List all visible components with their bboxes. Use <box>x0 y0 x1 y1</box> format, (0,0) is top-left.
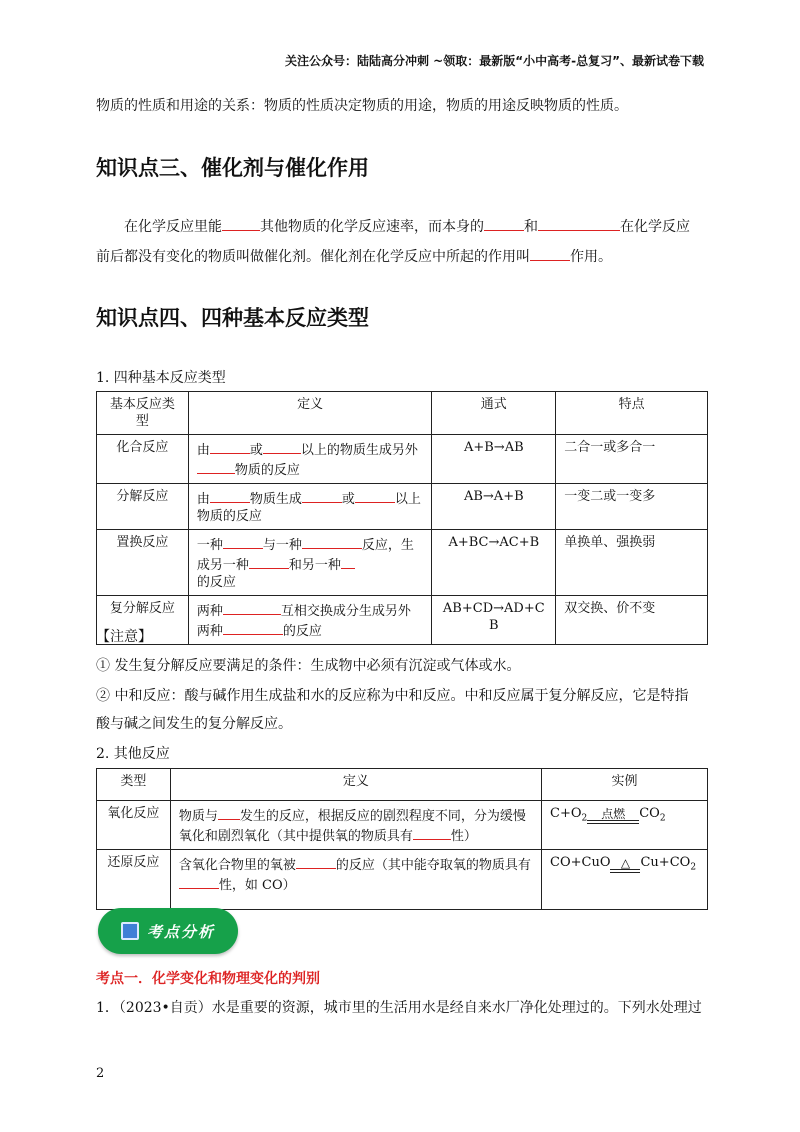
definition-cell: 由 物质生成 或 以上物质的反应 <box>188 484 432 530</box>
header-cell: 特点 <box>556 392 708 435</box>
section3-line1 <box>96 216 708 237</box>
answer-blank[interactable] <box>179 874 219 889</box>
text: 其他物质的化学反应速率，而本身的 <box>260 219 484 235</box>
table-row <box>97 530 708 596</box>
text: 在化学反应里能 <box>124 219 222 235</box>
section3-title: 知识点三、催化剂与催化作用 <box>96 156 369 180</box>
other-reactions-table <box>96 768 708 910</box>
type-cell: 还原反应 <box>97 850 171 910</box>
reaction-condition: 点燃 <box>601 806 626 821</box>
answer-blank[interactable] <box>355 488 395 503</box>
answer-blank[interactable] <box>413 825 451 840</box>
page-number: 2 <box>96 1066 105 1081</box>
header-cell: 实例 <box>542 769 708 801</box>
reactants: CO+CuO <box>550 855 611 870</box>
type-cell: 化合反应 <box>97 435 189 484</box>
table-header-row <box>97 769 708 801</box>
definition-cell: 由 或 以上的物质生成另外物质的反应 <box>188 435 432 484</box>
reactants: C+O <box>550 806 582 821</box>
header-cell: 基本反应类型 <box>97 392 189 435</box>
badge-label: 考点分析 <box>146 922 215 941</box>
text: 前后都没有变化的物质叫做催化剂。催化剂在化学反应中所起的作用叫 <box>96 249 530 265</box>
answer-blank[interactable] <box>222 216 260 231</box>
equation-sign <box>587 808 639 828</box>
text: 在化学反应 <box>620 219 690 235</box>
table-row <box>97 484 708 530</box>
feature-cell: 单换单、强换弱 <box>556 530 708 596</box>
type-cell: 复分解反应 <box>97 596 189 645</box>
type-cell: 置换反应 <box>97 530 189 596</box>
subheading-1: 1. 四种基本反应类型 <box>96 370 226 386</box>
text: 和 <box>524 219 538 235</box>
answer-blank[interactable] <box>210 439 250 454</box>
intro-text: 物质的性质和用途的关系：物质的性质决定物质的用途，物质的用途反映物质的性质。 <box>96 98 628 114</box>
page-header: 关注公众号：陆陆高分冲刺 ~领取：最新版“小中高考-总复习”、最新试卷下载 <box>285 54 704 68</box>
feature-cell: 一变二或一变多 <box>556 484 708 530</box>
question-1: 1．（2023•自贡）水是重要的资源，城市里的生活用水是经自来水厂净化处理过的。下列水处理过 <box>96 1000 702 1016</box>
section3-line2 <box>96 246 708 267</box>
section4-title: 知识点四、四种基本反应类型 <box>96 306 369 330</box>
reaction-types-table <box>96 391 708 645</box>
answer-blank[interactable] <box>484 216 524 231</box>
answer-blank[interactable] <box>341 554 355 569</box>
header-cell: 定义 <box>188 392 432 435</box>
answer-blank[interactable] <box>210 488 250 503</box>
type-cell: 分解反应 <box>97 484 189 530</box>
definition-cell: 一种 与一种 反应，生成另一种 和另一种 的反应 <box>188 530 432 596</box>
notice-2a: ② 中和反应：酸与碱作用生成盐和水的反应称为中和反应。中和反应属于复分解反应，它是特指 <box>96 688 689 704</box>
notice-1: ① 发生复分解反应要满足的条件：生成物中必须有沉淀或气体或水。 <box>96 658 521 674</box>
products: Cu+CO <box>640 855 691 870</box>
answer-blank[interactable] <box>218 805 240 820</box>
feature-cell: 双交换、价不变 <box>556 596 708 645</box>
text: 作用。 <box>570 249 612 265</box>
notice-title: 【注意】 <box>96 629 152 645</box>
answer-blank[interactable] <box>302 534 362 549</box>
header-cell: 定义 <box>170 769 541 801</box>
answer-blank[interactable] <box>223 534 263 549</box>
reaction-condition: △ <box>620 855 631 870</box>
formula-cell: A+B→AB <box>432 435 556 484</box>
answer-blank[interactable] <box>296 854 336 869</box>
notice-2b: 酸与碱之间发生的复分解反应。 <box>96 716 292 732</box>
formula-cell: AB→A+B <box>432 484 556 530</box>
formula-cell: AB+CD→AD+CB <box>432 596 556 645</box>
feature-cell: 二合一或多合一 <box>556 435 708 484</box>
answer-blank[interactable] <box>530 246 570 261</box>
formula-cell: A+BC→AC+B <box>432 530 556 596</box>
type-cell: 氧化反应 <box>97 801 171 850</box>
book-icon <box>121 922 139 940</box>
definition-cell: 两种 互相交换成分生成另外两种 的反应 <box>188 596 432 645</box>
subheading-2: 2. 其他反应 <box>96 746 170 762</box>
equation-sign <box>610 857 640 877</box>
example-cell: CO+CuO △ $Cu+CO_2$ <box>542 850 708 910</box>
exam-point-title: 考点一．化学变化和物理变化的判别 <box>96 971 320 987</box>
exam-analysis-badge <box>98 908 238 954</box>
table-row <box>97 801 708 850</box>
answer-blank[interactable] <box>197 459 235 474</box>
table-header-row <box>97 392 708 435</box>
answer-blank[interactable] <box>263 439 301 454</box>
header-cell: 类型 <box>97 769 171 801</box>
answer-blank[interactable] <box>302 488 342 503</box>
table-row <box>97 435 708 484</box>
table-row <box>97 850 708 910</box>
example-cell: $C+O_2$ 点燃 $CO_2$ <box>542 801 708 850</box>
definition-cell: 物质与 发生的反应，根据反应的剧烈程度不同，分为缓慢氧化和剧烈氧化（其中提供氧的物质具有 性） <box>170 801 541 850</box>
answer-blank[interactable] <box>249 554 289 569</box>
answer-blank[interactable] <box>223 600 281 615</box>
definition-cell: 含氧化合物里的氧被 的反应（其中能夺取氧的物质具有性，如 CO） <box>170 850 541 910</box>
answer-blank[interactable] <box>538 216 620 231</box>
header-cell: 通式 <box>432 392 556 435</box>
products: CO <box>639 806 660 821</box>
